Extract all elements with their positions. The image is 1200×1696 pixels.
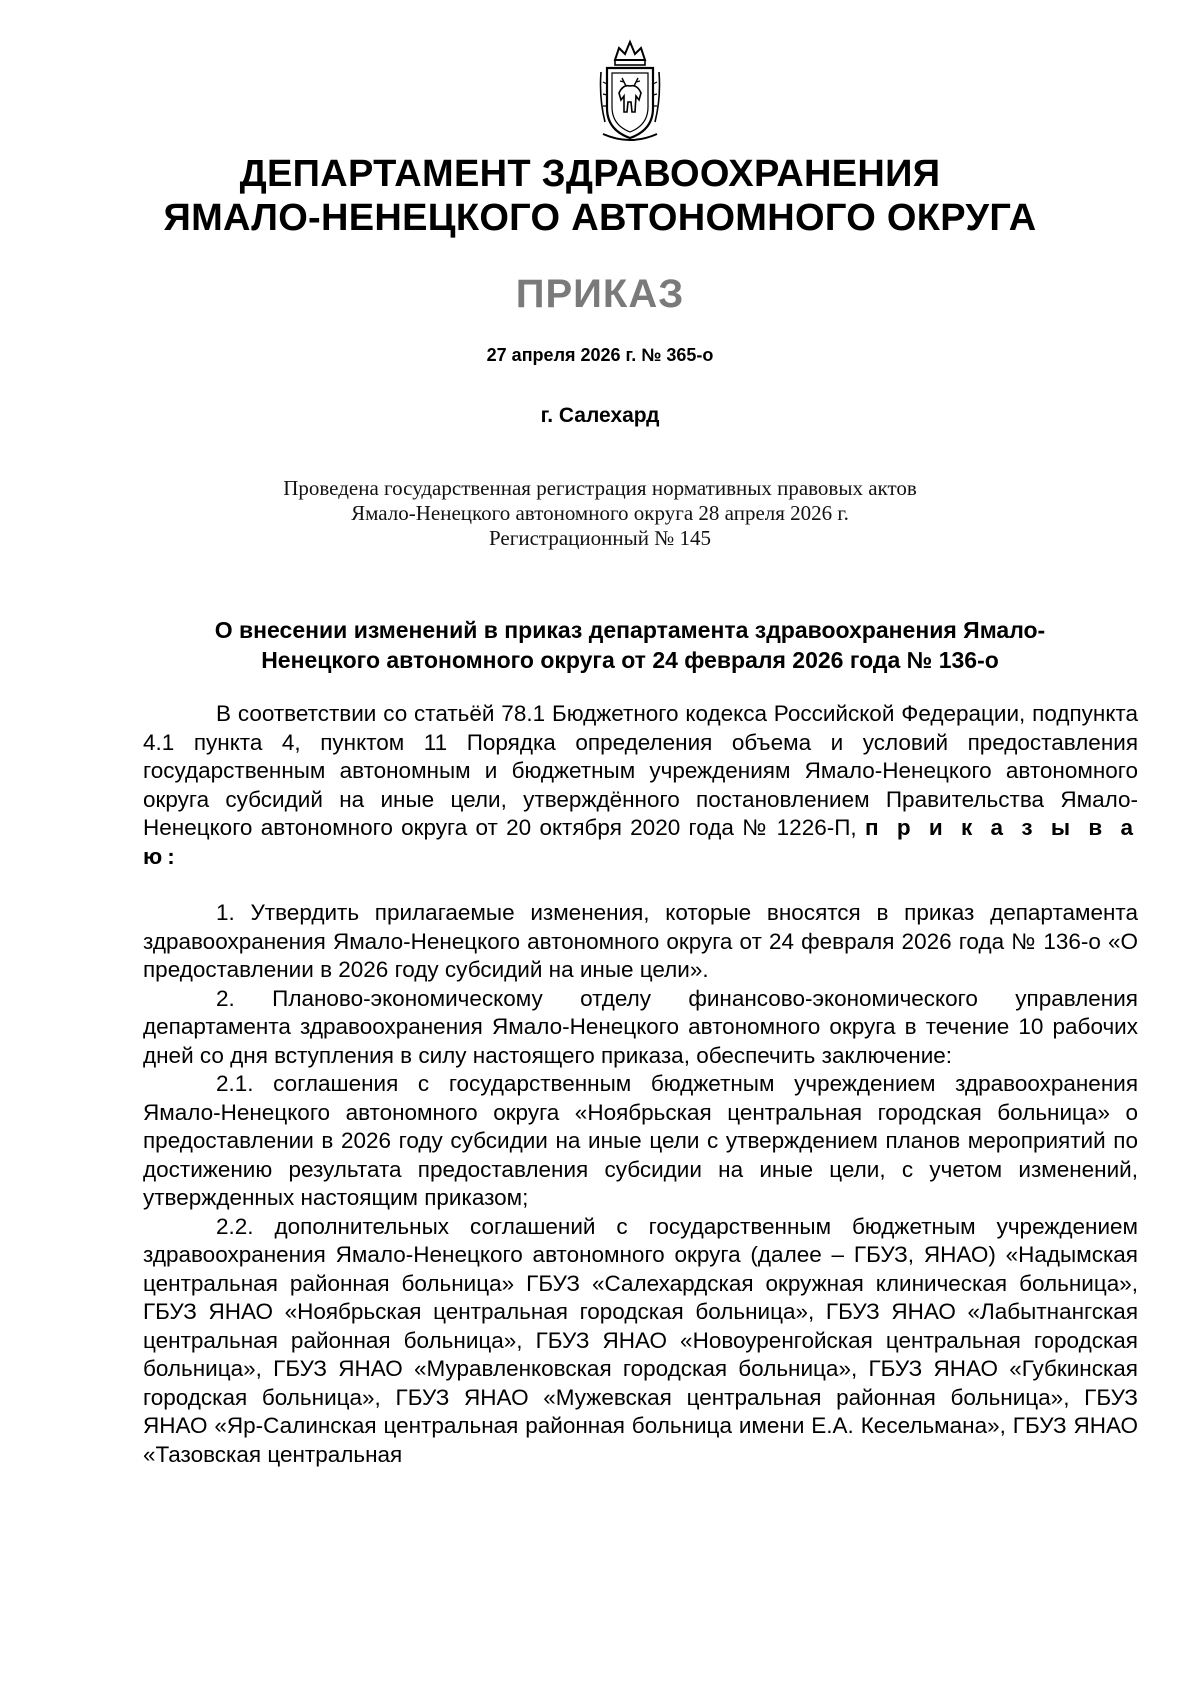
- yamal-coat-of-arms-icon: [597, 38, 663, 144]
- subject-line-2: Ненецкого автономного округа от 24 февраля 2026 года № 136-о: [261, 647, 999, 673]
- department-title-line2: ЯМАЛО-НЕНЕЦКОГО АВТОНОМНОГО ОКРУГА: [163, 197, 1037, 239]
- registration-line-1: Проведена государственная регистрация нормативных правовых актов: [283, 476, 917, 500]
- order-item-1: 1. Утвердить прилагаемые изменения, которые вносятся в приказ департамента здравоохранения Ямало-Ненецкого автономного округа от 24 февраля 2026 года № 136-о «О предоставлении в 2026 году субсидий на иные цели».: [143, 900, 1138, 982]
- department-title-line1: ДЕПАРТАМЕНТ ЗДРАВООХРАНЕНИЯ: [239, 153, 941, 195]
- registration-line-2: Ямало-Ненецкого автономного округа 28 апреля 2026 г.: [351, 501, 849, 525]
- registration-note: [0, 476, 1200, 551]
- preamble-emphasis: п р и к а з ы в а ю:: [143, 815, 1138, 869]
- order-item-2-2: 2.2. дополнительных соглашений с государственным бюджетным учреждением здравоохранения Ямало-Ненецкого автономного округа (далее – ГБУЗ, ЯНАО) «Надымская центральная районная больница» ГБУЗ «Салехардская окружная клиническая больница», ГБУЗ ЯНАО «Ноябрьская центральная городская больница», ГБУЗ ЯНАО «Лабытнангская центральная районная больница», ГБУЗ ЯНАО «Новоуренгойская центральная городская больница», ГБУЗ ЯНАО «Муравленковская городская больница», ГБУЗ ЯНАО «Губкинская городская больница», ГБУЗ ЯНАО «Мужевская центральная районная больница», ГБУЗ ЯНАО «Яр-Салинская центральная районная больница имени Е.А. Кесельмана», ГБУЗ ЯНАО «Тазовская центральная: [143, 1213, 1138, 1467]
- order-date-number: 27 апреля 2026 г. № 365-о: [486, 345, 714, 365]
- order-item-2-1: 2.1. соглашения с государственным бюджетным учреждением здравоохранения Ямало-Ненецкого автономного округа «Ноябрьская центральная городская больница» о предоставлении в 2026 году субсидии на иные цели с утверждением планов мероприятий по достижению результата предоставления субсидии на иные цели, с учетом изменений, утвержденных настоящим приказом;: [143, 1071, 1138, 1210]
- order-city: г. Салехард: [540, 404, 660, 427]
- order-body: [143, 700, 1138, 1469]
- preamble-paragraph: [143, 700, 1138, 871]
- registration-line-3: Регистрационный № 145: [489, 526, 711, 550]
- order-item-2: 2. Планово-экономическому отделу финансово-экономического управления департамента здравоохранения Ямало-Ненецкого автономного округа в течение 10 рабочих дней со дня вступления в силу настоящего приказа, обеспечить заключение:: [143, 985, 1138, 1068]
- order-subject: [150, 615, 1110, 675]
- preamble-text: В соответствии со статьёй 78.1 Бюджетного кодекса Российской Федерации, подпункта 4.1 пункта 4, пунктом 11 Порядка определения объема и условий предоставления государственным автономным и бюджетным учреждениям Ямало-Ненецкого автономного округа субсидий на иные цели, утверждённого постановлением Правительства Ямало-Ненецкого автономного округа от 20 октября 2020 года № 1226-П,: [143, 701, 1138, 840]
- subject-line-1: О внесении изменений в приказ департамента здравоохранения Ямало-: [214, 617, 1046, 643]
- document-type-title: ПРИКАЗ: [515, 272, 685, 316]
